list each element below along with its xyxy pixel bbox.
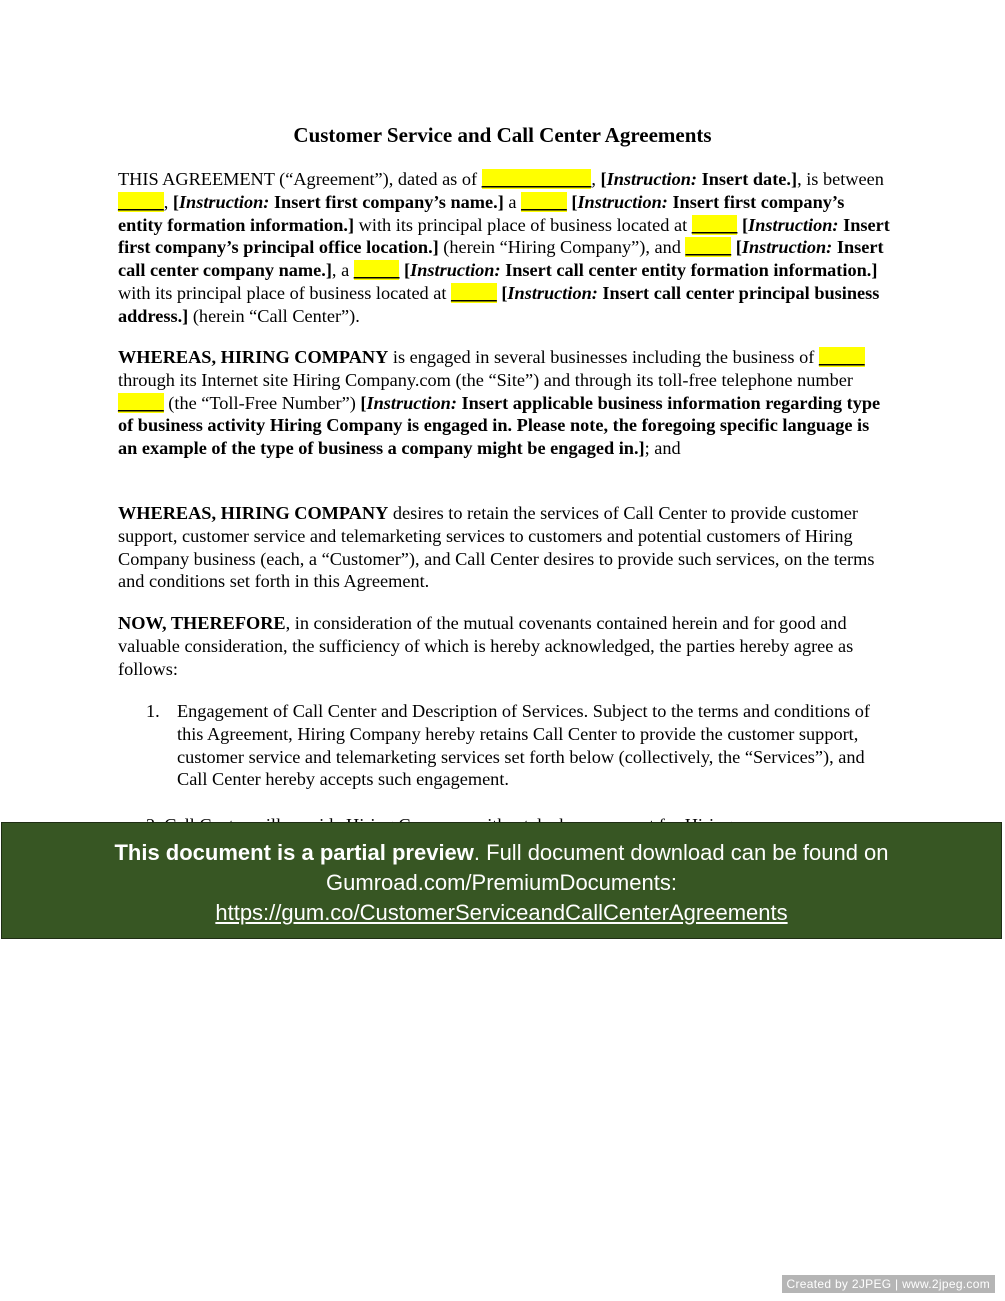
watermark-badge: Created by 2JPEG | www.2jpeg.com — [782, 1275, 995, 1293]
now-therefore-paragraph: NOW, THEREFORE, in consideration of the mutual covenants contained herein and for good and valuable consideration, the sufficiency of which is hereby acknowledged, the parties hereby agree as follows: — [118, 613, 854, 679]
date-blank: ____________ — [481, 169, 592, 189]
first-company-office-blank: _____ — [691, 214, 738, 235]
whereas-paragraph-1: WHEREAS, HIRING COMPANY is engaged in several businesses including the business of _____ through its Internet site Hiring Company.com (the “Site”) and through its toll-free telephone number _____ (the “Toll-Free Number”) [Instruction: Insert applicable business information regarding type of business activity Hiring Company is engaged in. Please note, the foregoing specific language is an example of the type of business a company might be engaged in.]; and — [118, 347, 881, 459]
preview-banner — [1, 822, 1002, 939]
download-link[interactable]: https://gum.co/CustomerServiceandCallCenterAgreements — [215, 900, 788, 925]
call-center-name-blank: _____ — [685, 237, 732, 258]
toll-free-number-blank: _____ — [118, 392, 164, 413]
cut-off-list-item — [146, 812, 891, 822]
call-center-address-blank: _____ — [451, 282, 497, 303]
list-number: 1. — [146, 701, 160, 721]
first-company-name-blank: _____ — [118, 191, 164, 212]
first-company-entity-blank: _____ — [521, 191, 567, 212]
business-type-blank: _____ — [818, 347, 865, 367]
banner-message: This document is a partial preview. Full document download can be found on Gumroad.com/PremiumDocuments: — [114, 840, 889, 895]
document-title: Customer Service and Call Center Agreements — [293, 123, 712, 147]
whereas-paragraph-2: WHEREAS, HIRING COMPANY desires to retain the services of Call Center to provide customer support, customer service and telemarketing services to customers and potential customers of Hiring Company business (each, a “Customer”), and Call Center desires to provide such services, on the terms and conditions set forth in this Agreement. — [118, 503, 875, 592]
call-center-entity-blank: _____ — [353, 260, 400, 281]
agreement-intro-paragraph: THIS AGREEMENT (“Agreement”), dated as of ____________, [Instruction: Insert date.], is between _____, [Instruction: Insert first company’s name.] a _____ [Instruction: Insert first company’s entity formation information.] with its principal place of business located at _____ [Instruction: Insert first company’s principal office location.] (herein “Hiring Company”), and _____ [Instruction: Insert call center company name.], a _____ [Instruction: Insert call center entity formation information.] with its principal place of business located at _____ [Instruction: Insert call center principal business address.] (herein “Call Center”). — [118, 169, 890, 326]
list-text: Engagement of Call Center and Description of Services. Subject to the terms and conditions of this Agreement, Hiring Company hereby retains Call Center to provide the customer support, customer service and telemarketing services set forth below (collectively, the “Services”), and Call Center hereby accepts such engagement. — [177, 701, 870, 790]
